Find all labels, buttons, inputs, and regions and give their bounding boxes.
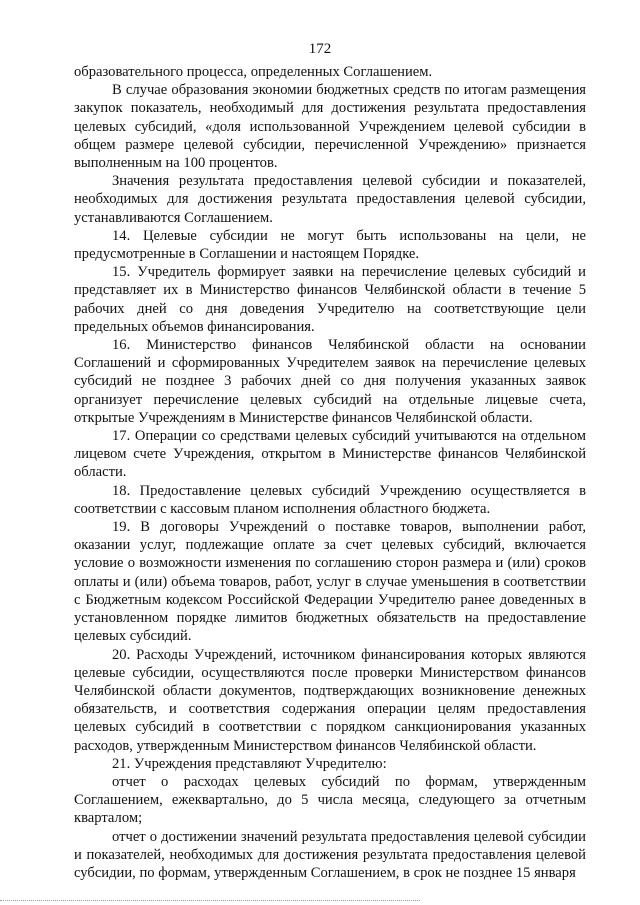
paragraph-clause-19: 19. В договоры Учреждений о поставке товаров, выполнении работ, оказании услуг, подлежащие оплате за счет целевых субсидий, включается условие о возможности изменения по соглашению сторон размера и (или) сроков оплаты и (или) объема товаров, работ, услуг в случае уменьшения в соответствии с Бюджетным кодексом Российской Федерации Учредителю ранее доведенных в установленном порядке лимитов бюджетных обязательств на предоставление целевых субсидий. — [74, 519, 586, 645]
paragraph-clause-17: 17. Операции со средствами целевых субсидий учитываются на отдельном лицевом счете Учреждения, открытом в Министерстве финансов Челябинской области. — [74, 428, 586, 481]
paragraph-clause-14: 14. Целевые субсидии не могут быть использованы на цели, не предусмотренные в Соглашении и настоящем Порядке. — [74, 227, 586, 263]
paragraph-expense-report: отчет о расходах целевых субсидий по формам, утвержденным Соглашением, ежеквартально, до 5 числа месяца, следующего за отчетным кварталом; — [74, 773, 586, 827]
document-body — [74, 63, 586, 882]
paragraph-results-report: отчет о достижении значений результата предоставления целевой субсидии и показателей, необходимых для достижения результата предоставления целевой субсидии, по формам, утвержденным Соглашением, в срок не позднее 15 января — [74, 828, 586, 881]
paragraph-clause-20: 20. Расходы Учреждений, источником финансирования которых являются целевые субсидии, осуществляются после проверки Министерством финансов Челябинской области документов, подтверждающих возникновение денежных обязательств, и соответствия содержания операции целям предоставления целевых субсидий в соответствии с порядком санкционирования указанных расходов, утвержденным Министерством финансов Челябинской области. — [74, 646, 586, 754]
paragraph-result-values: Значения результата предоставления целевой субсидии и показателей, необходимых для достижения результата предоставления целевой субсидии, устанавливаются Соглашением. — [74, 173, 586, 226]
paragraph-clause-15: 15. Учредитель формирует заявки на перечисление целевых субсидий и представляет их в Министерство финансов Челябинской области в течение 5 рабочих дней со дня доведения Учредителю на соответствующие цели предельных объемов финансирования. — [74, 264, 586, 335]
paragraph-budget-savings: В случае образования экономии бюджетных средств по итогам размещения закупок показатель, необходимый для достижения результата предоставления целевых субсидий, «доля использованной Учреждением целевой субсидии в общем размере целевой субсидии, перечисленной Учреждению» признается выполненным на 100 процентов. — [74, 82, 586, 172]
paragraph-clause-21: 21. Учреждения представляют Учредителю: — [112, 755, 387, 772]
page-number: 172 — [308, 41, 332, 57]
paragraph-continuation: образовательного процесса, определенных Соглашением. — [74, 64, 433, 80]
paragraph-clause-18: 18. Предоставление целевых субсидий Учреждению осуществляется в соответствии с кассовым планом исполнения областного бюджета. — [74, 482, 586, 517]
paragraph-clause-16: 16. Министерство финансов Челябинской области на основании Соглашений и сформированных Учредителем заявок на перечисление целевых субсидий не позднее 3 рабочих дней со дня получения указанных заявок организует перечисление целевых субсидий на отдельные лицевые счета, открытые Учреждениям в Министерстве финансов Челябинской области. — [74, 337, 586, 426]
scan-edge-line — [0, 900, 420, 901]
